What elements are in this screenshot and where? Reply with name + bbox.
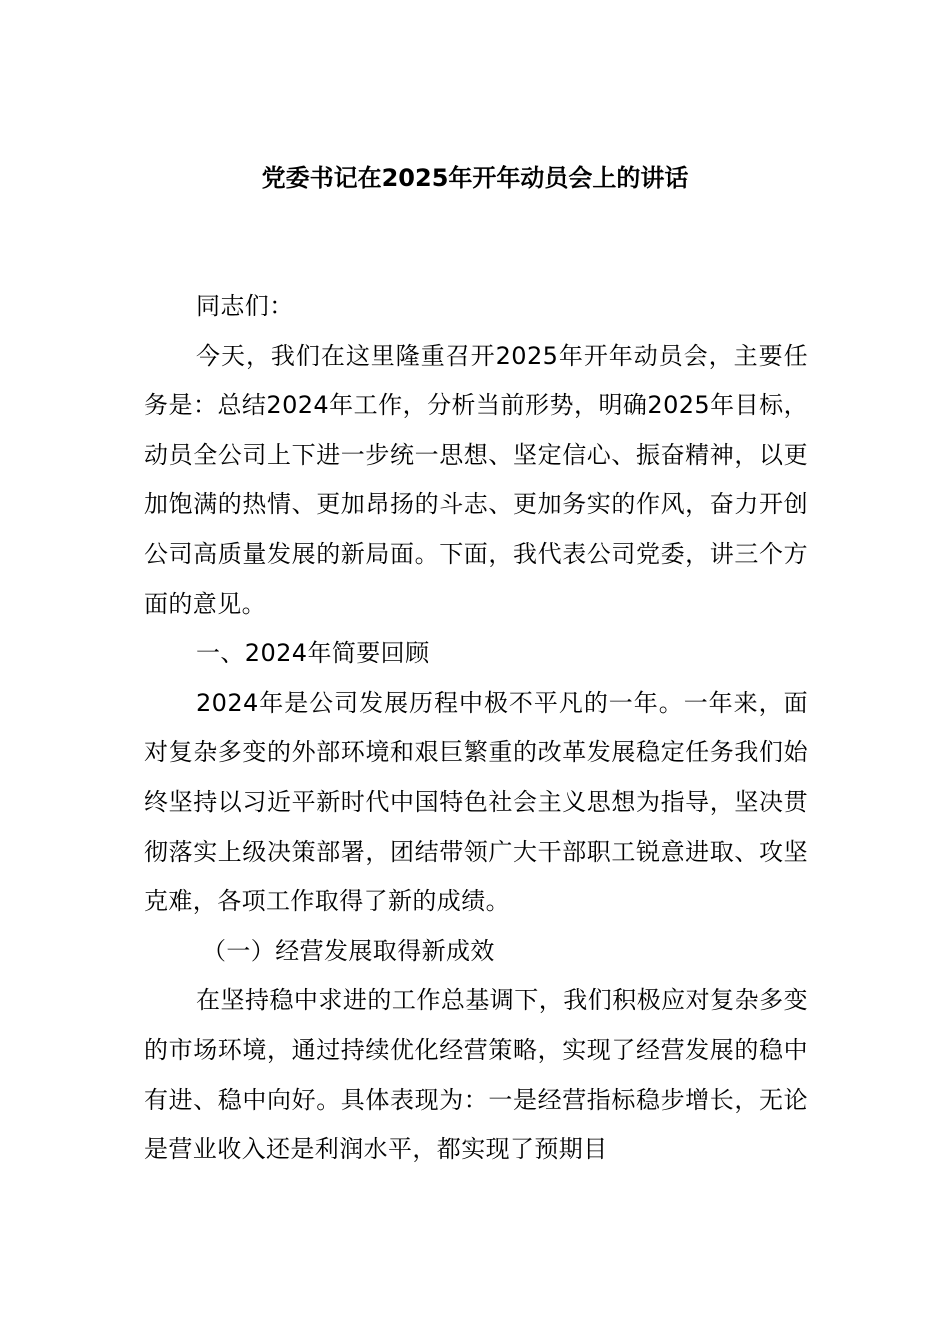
- salutation: 同志们：: [196, 292, 294, 320]
- document-body: [144, 282, 808, 1175]
- subsection-heading-1: （一）经营发展取得新成效: [202, 936, 495, 965]
- section-heading-1: 一、2024年简要回顾: [196, 639, 430, 668]
- paragraph-section1: 2024年是公司发展历程中极不平凡的一年。一年来，面对复杂多变的外部环境和艰巨繁重的改革发展稳定任务我们始终坚持以习近平新时代中国特色社会主义思想为指导，坚决贯彻落实上级决策部署，团结带领广大干部职工锐意进取、攻坚克难，各项工作取得了新的成绩。: [144, 688, 808, 916]
- document-title: 党委书记在2025年开年动员会上的讲话: [261, 164, 689, 192]
- paragraph-subsection1: 在坚持稳中求进的工作总基调下，我们积极应对复杂多变的市场环境，通过持续优化经营策略，实现了经营发展的稳中有进、稳中向好。具体表现为：一是经营指标稳步增长，无论是营业收入还是利润水平，都实现了预期目: [144, 986, 808, 1164]
- paragraph-intro: 今天，我们在这里隆重召开2025年开年动员会，主要任务是：总结2024年工作，分析当前形势，明确2025年目标，动员全公司上下进一步统一思想、坚定信心、振奋精神，以更加饱满的热情、更加昂扬的斗志、更加务实的作风，奋力开创公司高质量发展的新局面。下面，我代表公司党委，讲三个方面的意见。: [144, 341, 808, 618]
